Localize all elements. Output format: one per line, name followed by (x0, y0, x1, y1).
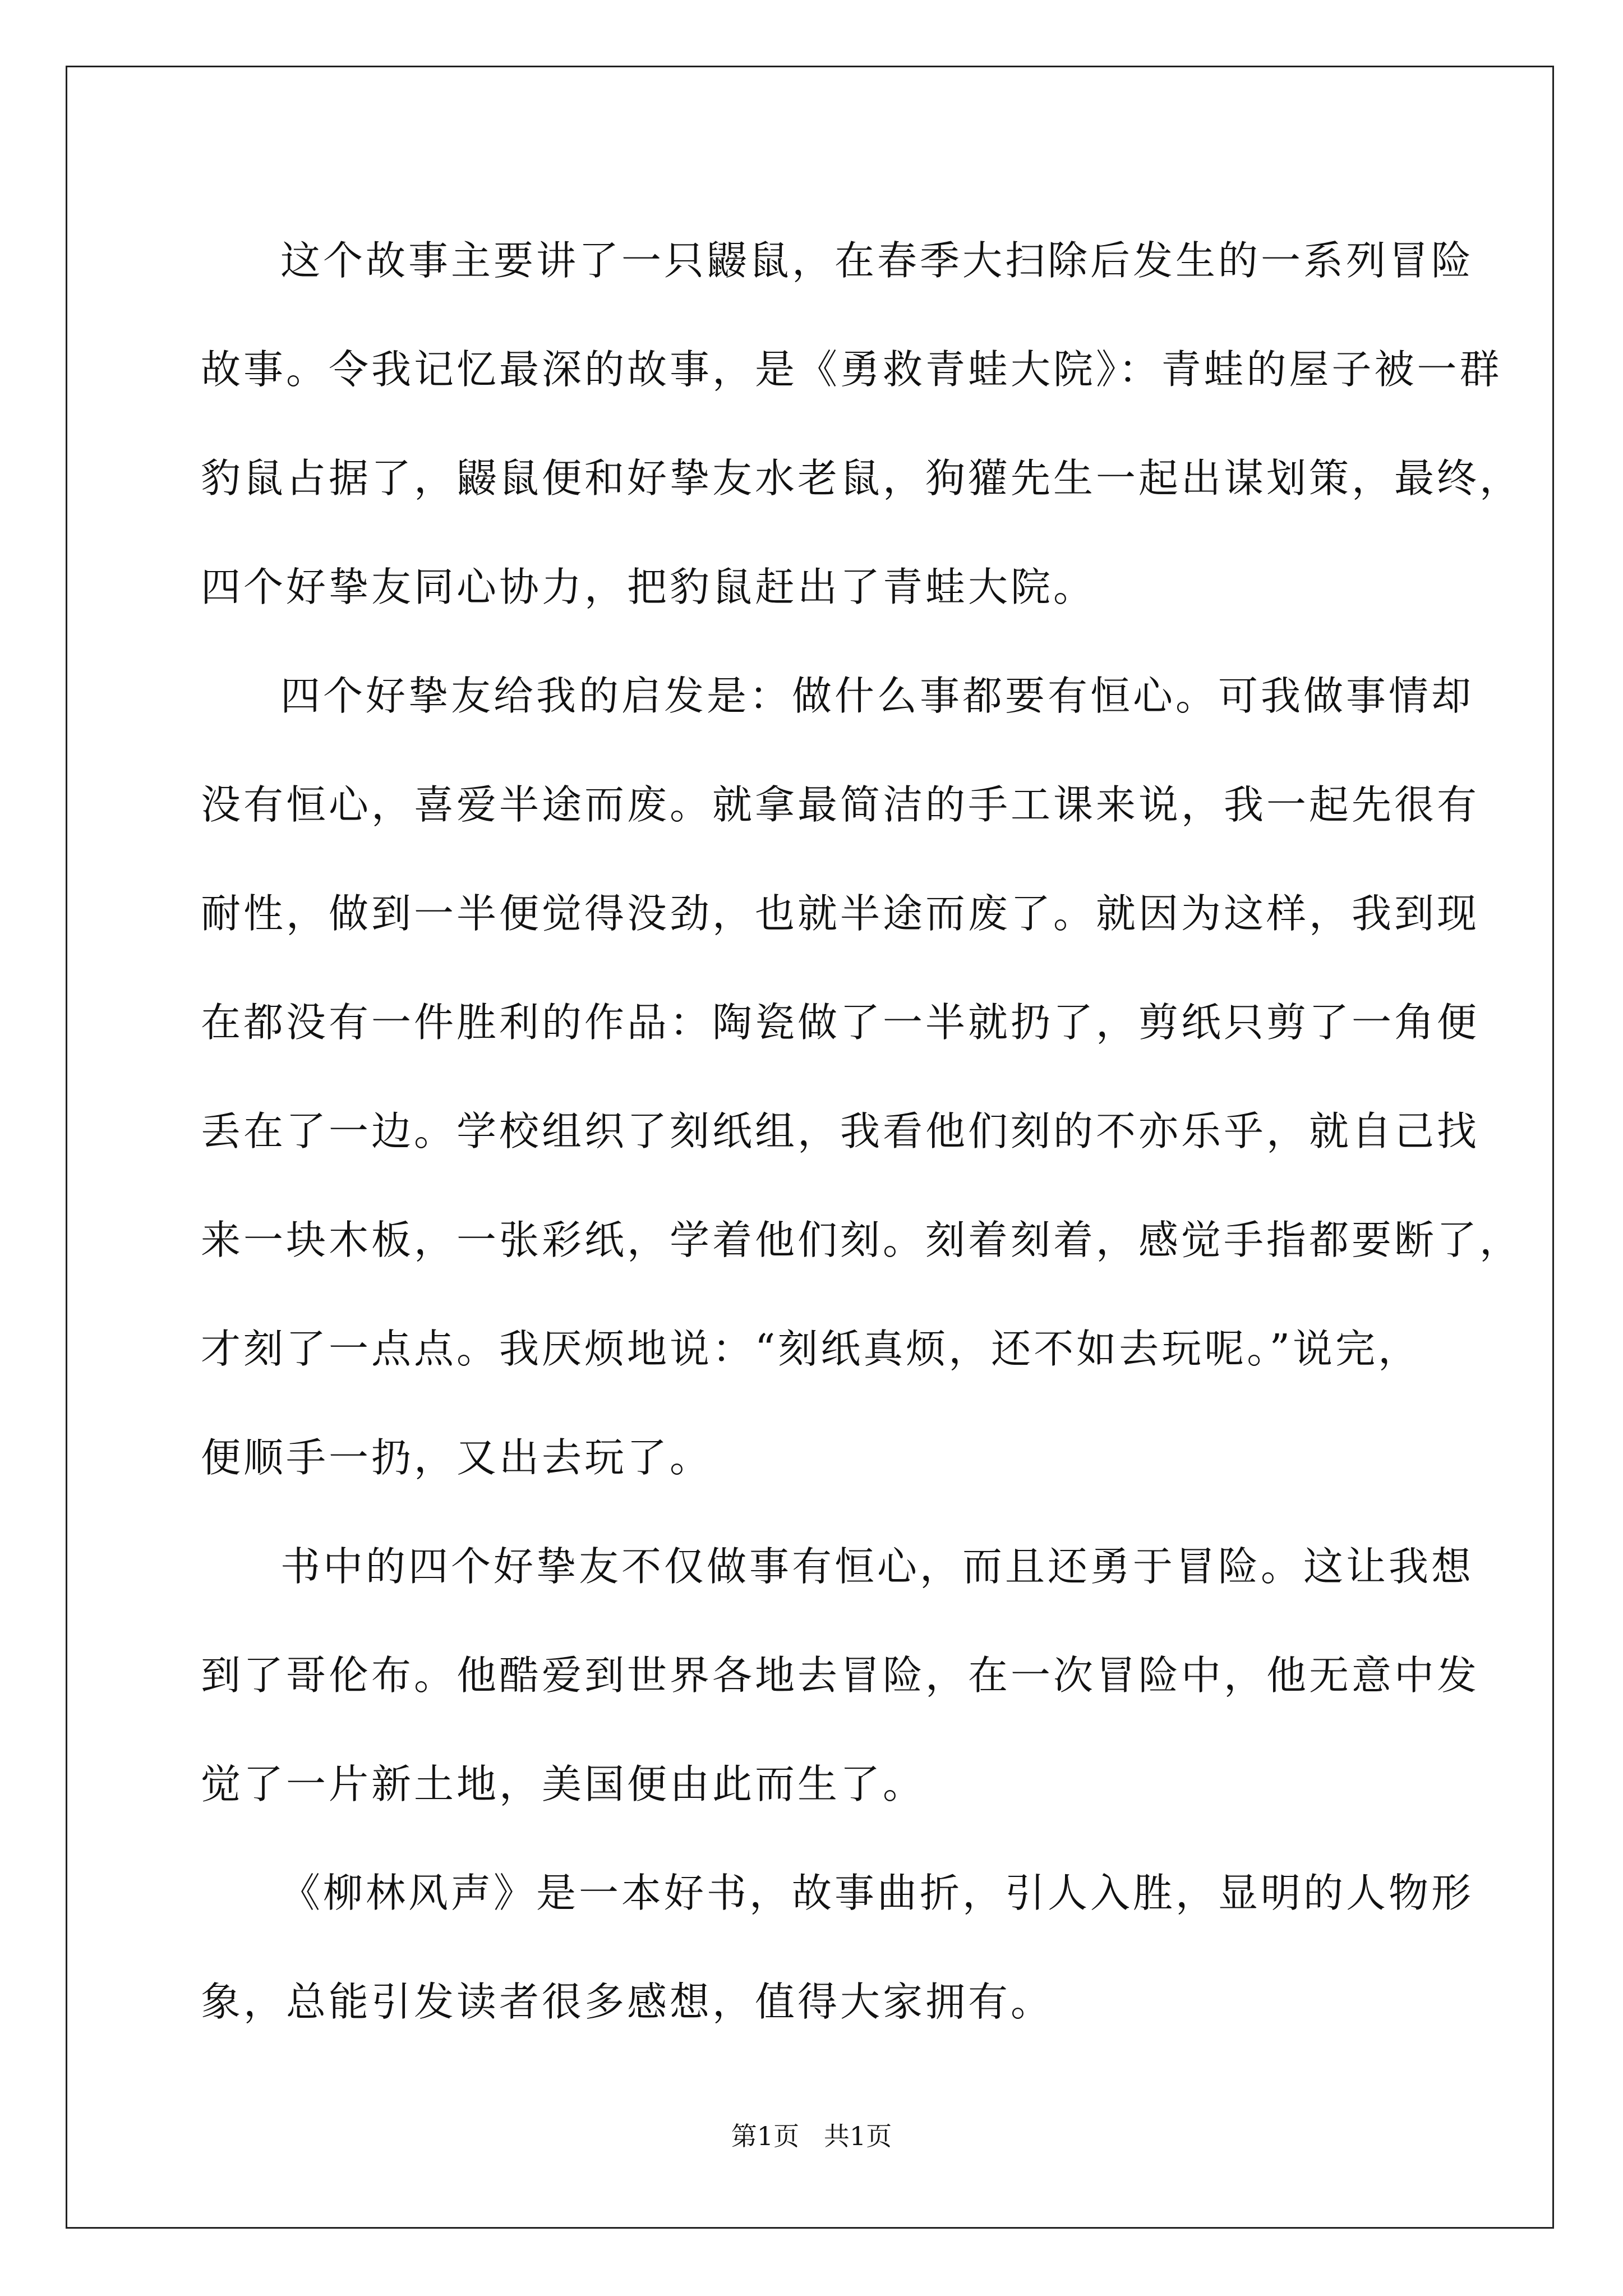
text-line: 故事。令我记忆最深的故事，是《勇救青蛙大院》：青蛙的屋子被一群 (201, 346, 1502, 393)
text-line: 象，总能引发读者很多感想，值得大家拥有。 (201, 1978, 1054, 2025)
text-line: 觉了一片新土地，美国便由此而生了。 (201, 1761, 926, 1807)
text-line: 豹鼠占据了，鼹鼠便和好挚友水老鼠，狗獾先生一起出谋划策，最终， (201, 455, 1523, 501)
text-line: 到了哥伦布。他酷爱到世界各地去冒险，在一次冒险中，他无意中发 (201, 1652, 1480, 1699)
text-line: 丢在了一边。学校组织了刻纸组，我看他们刻的不亦乐乎，就自己找 (201, 1108, 1480, 1154)
paragraph-1 (201, 206, 1523, 642)
page-number-footer: 第1页 共1页 (731, 2121, 892, 2151)
text-line: 没有恒心，喜爱半途而废。就拿最简洁的手工课来说，我一起先很有 (201, 781, 1480, 828)
document-body (201, 206, 1523, 2056)
paragraph-2 (201, 642, 1523, 1512)
text-line: 耐性，做到一半便觉得没劲，也就半途而废了。就因为这样，我到现 (201, 890, 1480, 937)
text-line: 书中的四个好挚友不仅做事有恒心，而且还勇于冒险。这让我想 (280, 1543, 1474, 1590)
text-line: 四个好挚友同心协力，把豹鼠赶出了青蛙大院。 (201, 564, 1096, 610)
text-line: 在都没有一件胜利的作品：陶瓷做了一半就扔了，剪纸只剪了一角便 (201, 999, 1480, 1046)
text-line: 四个好挚友给我的启发是：做什么事都要有恒心。可我做事情却 (280, 673, 1474, 719)
text-line: 这个故事主要讲了一只鼹鼠，在春季大扫除后发生的一系列冒险 (280, 237, 1474, 284)
text-line: 《柳林风声》是一本好书，故事曲折，引人入胜，显明的人物形 (280, 1870, 1474, 1916)
paragraph-4 (201, 1839, 1474, 2056)
paragraph-3 (201, 1512, 1480, 1839)
text-line: 才刻了一点点。我厌烦地说：“刻纸真烦，还不如去玩呢。”说完， (201, 1326, 1421, 1372)
text-line: 便顺手一扔，又出去玩了。 (201, 1434, 713, 1481)
text-line: 来一块木板，一张彩纸，学着他们刻。刻着刻着，感觉手指都要断了， (201, 1217, 1523, 1263)
